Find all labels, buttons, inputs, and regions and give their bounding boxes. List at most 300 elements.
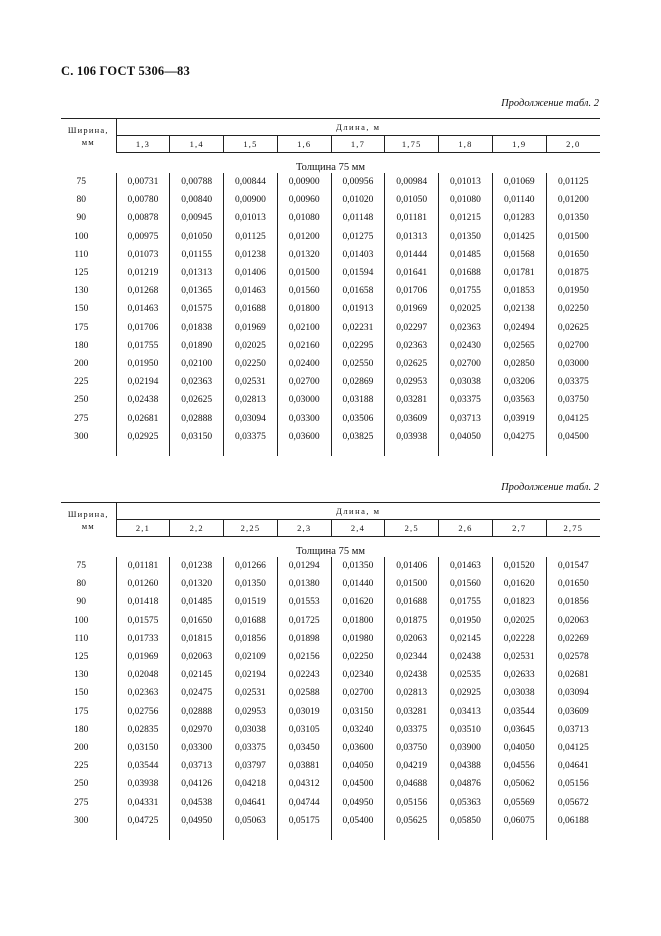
length-column-header: 2,5: [385, 520, 439, 537]
volume-cell: 0,01050: [385, 191, 439, 209]
volume-cell: 0,01140: [492, 191, 546, 209]
volume-cell: 0,04050: [331, 757, 385, 775]
volume-cell: 0,02835: [116, 721, 170, 739]
tail-cell: [170, 446, 224, 456]
volume-cell: 0,02138: [492, 300, 546, 318]
table-continuation-label: Продолжение табл. 2: [501, 482, 599, 493]
volume-cell: 0,01125: [224, 228, 278, 246]
volume-cell: 0,03375: [385, 721, 439, 739]
volume-cell: 0,01425: [492, 228, 546, 246]
volume-cell: 0,03938: [116, 775, 170, 793]
volume-cell: 0,05625: [385, 812, 439, 830]
volume-table-1: [61, 118, 600, 456]
volume-cell: 0,01553: [277, 593, 331, 611]
volume-cell: 0,02535: [439, 666, 493, 684]
volume-cell: 0,03881: [277, 757, 331, 775]
volume-cell: 0,00780: [116, 191, 170, 209]
volume-cell: 0,02813: [224, 391, 278, 409]
volume-cell: 0,03900: [439, 739, 493, 757]
width-cell: 200: [61, 355, 116, 373]
volume-cell: 0,04125: [557, 413, 589, 424]
volume-cell: 0,03281: [385, 391, 439, 409]
tail-cell: [170, 830, 224, 840]
volume-cell: 0,02295: [331, 337, 385, 355]
volume-cell: 0,05672: [557, 797, 589, 808]
volume-cell: 0,04500: [331, 775, 385, 793]
volume-cell: 0,02145: [170, 666, 224, 684]
volume-cell: 0,01148: [331, 209, 385, 227]
volume-cell: 0,05850: [439, 812, 493, 830]
volume-cell: 0,02194: [116, 373, 170, 391]
volume-cell: 0,04219: [385, 757, 439, 775]
volume-cell: 0,01283: [492, 209, 546, 227]
volume-cell: 0,01568: [492, 246, 546, 264]
volume-cell: 0,02438: [439, 648, 493, 666]
volume-cell: 0,01260: [116, 575, 170, 593]
volume-cell: 0,03609: [385, 409, 439, 427]
volume-cell: 0,04556: [492, 757, 546, 775]
tail-cell: [385, 830, 439, 840]
volume-cell: 0,02145: [439, 630, 493, 648]
volume-cell: 0,00956: [331, 173, 385, 191]
volume-cell: 0,02531: [224, 684, 278, 702]
volume-cell: 0,02250: [331, 648, 385, 666]
volume-cell: 0,00840: [170, 191, 224, 209]
volume-cell: 0,01200: [277, 228, 331, 246]
width-cell: 225: [61, 373, 116, 391]
volume-cell: 0,03645: [492, 721, 546, 739]
volume-cell: 0,04744: [277, 793, 331, 811]
length-column-header: 1,9: [492, 136, 546, 153]
volume-cell: 0,01800: [277, 300, 331, 318]
tail-cell: [277, 830, 331, 840]
volume-cell: 0,01875: [557, 268, 589, 279]
length-column-header: 1,75: [385, 136, 439, 153]
table-row: [61, 666, 600, 684]
volume-cell: 0,02363: [439, 319, 493, 337]
volume-cell: 0,02869: [331, 373, 385, 391]
tail-cell: [492, 446, 546, 456]
volume-cell: 0,00945: [170, 209, 224, 227]
table-row: [61, 282, 600, 300]
volume-cell: 0,02160: [277, 337, 331, 355]
table-row: [61, 757, 600, 775]
length-column-header: 1,5: [224, 136, 278, 153]
volume-cell: 0,01215: [439, 209, 493, 227]
volume-cell: 0,05569: [492, 793, 546, 811]
volume-cell: 0,01350: [557, 213, 589, 224]
volume-cell: 0,01181: [385, 209, 439, 227]
volume-cell: 0,03038: [224, 721, 278, 739]
volume-cell: 0,01500: [557, 231, 589, 242]
volume-cell: 0,01520: [492, 557, 546, 575]
volume-cell: 0,02231: [331, 319, 385, 337]
volume-cell: 0,02250: [557, 304, 589, 315]
length-column-header: 2,3: [277, 520, 331, 537]
volume-cell: 0,01875: [385, 612, 439, 630]
volume-cell: 0,01898: [277, 630, 331, 648]
volume-cell: 0,02363: [170, 373, 224, 391]
volume-cell: 0,02494: [492, 319, 546, 337]
volume-cell: 0,02100: [277, 319, 331, 337]
volume-cell: 0,01238: [224, 246, 278, 264]
volume-cell: 0,02250: [224, 355, 278, 373]
volume-cell: 0,03450: [277, 739, 331, 757]
volume-cell: 0,01688: [385, 593, 439, 611]
volume-cell: 0,03206: [492, 373, 546, 391]
width-cell: 110: [61, 246, 116, 264]
volume-cell: 0,03600: [331, 739, 385, 757]
volume-cell: 0,02970: [170, 721, 224, 739]
volume-cell: 0,02700: [439, 355, 493, 373]
width-cell: 180: [61, 337, 116, 355]
volume-cell: 0,03188: [331, 391, 385, 409]
volume-cell: 0,01294: [277, 557, 331, 575]
volume-cell: 0,01266: [224, 557, 278, 575]
volume-cell: 0,03919: [492, 409, 546, 427]
volume-cell: 0,01641: [385, 264, 439, 282]
volume-cell: 0,02625: [170, 391, 224, 409]
table-row: [61, 775, 600, 793]
width-cell: 75: [61, 557, 116, 575]
volume-cell: 0,03300: [170, 739, 224, 757]
table-row: [61, 648, 600, 666]
volume-cell: 0,03750: [385, 739, 439, 757]
volume-cell: 0,03750: [557, 395, 589, 406]
volume-cell: 0,02400: [277, 355, 331, 373]
width-cell: 225: [61, 757, 116, 775]
volume-table-2: [61, 502, 600, 840]
length-column-header: 1,6: [277, 136, 331, 153]
volume-cell: 0,01050: [170, 228, 224, 246]
table-row: [61, 703, 600, 721]
volume-cell: 0,04050: [439, 428, 493, 446]
volume-cell: 0,00878: [116, 209, 170, 227]
volume-cell: 0,02531: [492, 648, 546, 666]
volume-cell: 0,02565: [492, 337, 546, 355]
volume-cell: 0,01463: [116, 300, 170, 318]
volume-cell: 0,01313: [385, 228, 439, 246]
table-row: [61, 209, 600, 227]
table-tail: [61, 446, 600, 456]
volume-cell: 0,03825: [331, 428, 385, 446]
volume-cell: 0,02633: [492, 666, 546, 684]
volume-cell: 0,04388: [439, 757, 493, 775]
table-row: [61, 739, 600, 757]
tail-cell: [546, 446, 600, 456]
tail-cell: [116, 830, 170, 840]
volume-cell: 0,02888: [170, 703, 224, 721]
volume-cell: 0,00984: [385, 173, 439, 191]
volume-cell: 0,01969: [224, 319, 278, 337]
length-column-header: 2,2: [170, 520, 224, 537]
volume-cell: 0,02953: [385, 373, 439, 391]
volume-cell: 0,02340: [331, 666, 385, 684]
width-cell: 130: [61, 666, 116, 684]
table-row: [61, 684, 600, 702]
volume-cell: 0,04688: [385, 775, 439, 793]
length-column-header: 2,25: [224, 520, 278, 537]
volume-cell: 0,02297: [385, 319, 439, 337]
table-row: [61, 173, 600, 191]
volume-cell: 0,01406: [385, 557, 439, 575]
width-cell: 275: [61, 793, 116, 811]
volume-cell: 0,01853: [492, 282, 546, 300]
tail-cell: [546, 830, 600, 840]
volume-cell: 0,04050: [492, 739, 546, 757]
volume-cell: 0,02813: [385, 684, 439, 702]
volume-cell: 0,04950: [170, 812, 224, 830]
volume-cell: 0,01620: [492, 575, 546, 593]
tail-cell: [61, 446, 116, 456]
volume-cell: 0,02625: [557, 322, 589, 333]
volume-cell: 0,01575: [170, 300, 224, 318]
tail-cell: [277, 446, 331, 456]
width-cell: 150: [61, 300, 116, 318]
tail-cell: [439, 830, 493, 840]
volume-cell: 0,01594: [331, 264, 385, 282]
volume-cell: 0,00844: [224, 173, 278, 191]
volume-cell: 0,02063: [557, 615, 589, 626]
table-continuation-label: Продолжение табл. 2: [501, 98, 599, 109]
volume-cell: 0,03150: [170, 428, 224, 446]
volume-cell: 0,06188: [557, 815, 589, 826]
volume-cell: 0,02100: [170, 355, 224, 373]
width-cell: 100: [61, 228, 116, 246]
volume-cell: 0,04218: [224, 775, 278, 793]
volume-cell: 0,03797: [224, 757, 278, 775]
volume-cell: 0,01650: [557, 579, 589, 590]
volume-cell: 0,02531: [224, 373, 278, 391]
volume-cell: 0,01658: [331, 282, 385, 300]
width-cell: 250: [61, 391, 116, 409]
volume-cell: 0,02588: [277, 684, 331, 702]
volume-cell: 0,01155: [170, 246, 224, 264]
length-header: Длина, м: [116, 503, 600, 520]
width-cell: 125: [61, 648, 116, 666]
volume-cell: 0,01238: [170, 557, 224, 575]
table-row: [61, 337, 600, 355]
volume-cell: 0,02269: [557, 633, 589, 644]
table-row: [61, 264, 600, 282]
width-cell: 80: [61, 191, 116, 209]
table-row: [61, 612, 600, 630]
volume-cell: 0,03413: [439, 703, 493, 721]
tail-cell: [492, 830, 546, 840]
table-row: [61, 246, 600, 264]
volume-cell: 0,05363: [439, 793, 493, 811]
width-header: Ширина, мм: [61, 503, 116, 537]
volume-cell: 0,01440: [331, 575, 385, 593]
volume-cell: 0,03506: [331, 409, 385, 427]
volume-cell: 0,01020: [331, 191, 385, 209]
width-cell: 300: [61, 812, 116, 830]
volume-cell: 0,01073: [116, 246, 170, 264]
volume-cell: 0,04641: [557, 761, 589, 772]
length-column-header: 2,0: [546, 136, 600, 153]
volume-cell: 0,01200: [557, 195, 589, 206]
volume-cell: 0,02344: [385, 648, 439, 666]
volume-cell: 0,01219: [116, 264, 170, 282]
volume-cell: 0,03240: [331, 721, 385, 739]
width-cell: 180: [61, 721, 116, 739]
volume-cell: 0,06075: [492, 812, 546, 830]
volume-cell: 0,00900: [224, 191, 278, 209]
volume-cell: 0,01838: [170, 319, 224, 337]
tail-cell: [116, 446, 170, 456]
volume-cell: 0,00900: [277, 173, 331, 191]
volume-cell: 0,03094: [224, 409, 278, 427]
volume-cell: 0,01560: [439, 575, 493, 593]
volume-cell: 0,01823: [492, 593, 546, 611]
volume-cell: 0,01519: [224, 593, 278, 611]
volume-cell: 0,04331: [116, 793, 170, 811]
volume-cell: 0,02888: [170, 409, 224, 427]
width-cell: 80: [61, 575, 116, 593]
volume-cell: 0,02063: [385, 630, 439, 648]
volume-cell: 0,02700: [557, 340, 589, 351]
volume-cell: 0,03375: [557, 377, 589, 388]
tail-cell: [331, 830, 385, 840]
tail-cell: [224, 446, 278, 456]
tail-cell: [61, 830, 116, 840]
tail-cell: [224, 830, 278, 840]
volume-cell: 0,02700: [277, 373, 331, 391]
table-row: [61, 575, 600, 593]
volume-cell: 0,01620: [331, 593, 385, 611]
volume-cell: 0,04126: [170, 775, 224, 793]
volume-cell: 0,03094: [557, 688, 589, 699]
volume-cell: 0,01313: [170, 264, 224, 282]
volume-cell: 0,01980: [331, 630, 385, 648]
table-row: [61, 300, 600, 318]
length-column-header: 2,6: [439, 520, 493, 537]
volume-cell: 0,01500: [277, 264, 331, 282]
table-row: [61, 228, 600, 246]
section-title: Толщина 75 мм: [296, 162, 365, 173]
table-tail: [61, 830, 600, 840]
volume-cell: 0,01856: [557, 597, 589, 608]
volume-cell: 0,03038: [492, 684, 546, 702]
volume-cell: 0,01365: [170, 282, 224, 300]
width-cell: 110: [61, 630, 116, 648]
volume-cell: 0,01547: [557, 561, 589, 572]
volume-cell: 0,01688: [224, 612, 278, 630]
volume-cell: 0,03375: [439, 391, 493, 409]
volume-cell: 0,01069: [492, 173, 546, 191]
volume-cell: 0,02953: [224, 703, 278, 721]
volume-cell: 0,03375: [224, 739, 278, 757]
volume-cell: 0,03713: [439, 409, 493, 427]
volume-cell: 0,04876: [439, 775, 493, 793]
table-row: [61, 373, 600, 391]
width-cell: 250: [61, 775, 116, 793]
volume-cell: 0,01890: [170, 337, 224, 355]
volume-cell: 0,04125: [557, 742, 589, 753]
volume-cell: 0,02925: [116, 428, 170, 446]
volume-cell: 0,02025: [224, 337, 278, 355]
volume-cell: 0,02363: [385, 337, 439, 355]
volume-cell: 0,03544: [492, 703, 546, 721]
table-row: [61, 191, 600, 209]
volume-cell: 0,02681: [557, 670, 589, 681]
volume-cell: 0,01463: [224, 282, 278, 300]
width-cell: 75: [61, 173, 116, 191]
volume-cell: 0,03000: [557, 358, 589, 369]
volume-cell: 0,01733: [116, 630, 170, 648]
table-row: [61, 319, 600, 337]
volume-cell: 0,04538: [170, 793, 224, 811]
volume-cell: 0,01815: [170, 630, 224, 648]
width-cell: 200: [61, 739, 116, 757]
volume-cell: 0,04312: [277, 775, 331, 793]
volume-cell: 0,02681: [116, 409, 170, 427]
length-header: Длина, м: [116, 119, 600, 136]
volume-cell: 0,03000: [277, 391, 331, 409]
volume-cell: 0,02243: [277, 666, 331, 684]
volume-cell: 0,01485: [439, 246, 493, 264]
width-cell: 130: [61, 282, 116, 300]
volume-cell: 0,01725: [277, 612, 331, 630]
volume-cell: 0,02550: [331, 355, 385, 373]
volume-cell: 0,02475: [170, 684, 224, 702]
volume-cell: 0,01350: [331, 557, 385, 575]
width-cell: 150: [61, 684, 116, 702]
volume-cell: 0,01913: [331, 300, 385, 318]
volume-cell: 0,01380: [277, 575, 331, 593]
volume-cell: 0,01406: [224, 264, 278, 282]
volume-cell: 0,05400: [331, 812, 385, 830]
volume-cell: 0,03609: [557, 706, 589, 717]
length-column-header: 2,75: [546, 520, 600, 537]
volume-cell: 0,03563: [492, 391, 546, 409]
width-cell: 90: [61, 593, 116, 611]
volume-cell: 0,05156: [557, 779, 589, 790]
tail-cell: [331, 446, 385, 456]
volume-cell: 0,01969: [116, 648, 170, 666]
volume-cell: 0,01181: [116, 557, 170, 575]
volume-cell: 0,03150: [116, 739, 170, 757]
table-row: [61, 721, 600, 739]
volume-cell: 0,02625: [385, 355, 439, 373]
volume-cell: 0,02925: [439, 684, 493, 702]
volume-cell: 0,04725: [116, 812, 170, 830]
volume-cell: 0,01463: [439, 557, 493, 575]
volume-cell: 0,02438: [116, 391, 170, 409]
table-row: [61, 793, 600, 811]
tail-cell: [385, 446, 439, 456]
volume-cell: 0,02063: [170, 648, 224, 666]
volume-cell: 0,04275: [492, 428, 546, 446]
volume-cell: 0,02025: [439, 300, 493, 318]
volume-cell: 0,05063: [224, 812, 278, 830]
volume-cell: 0,02025: [492, 612, 546, 630]
volume-cell: 0,02363: [116, 684, 170, 702]
length-column-header: 1,8: [439, 136, 493, 153]
volume-cell: 0,01320: [170, 575, 224, 593]
volume-cell: 0,01706: [116, 319, 170, 337]
length-column-header: 2,4: [331, 520, 385, 537]
volume-cell: 0,01575: [116, 612, 170, 630]
volume-cell: 0,01350: [224, 575, 278, 593]
length-column-header: 1,4: [170, 136, 224, 153]
volume-cell: 0,01275: [331, 228, 385, 246]
table-row: [61, 409, 600, 427]
volume-cell: 0,02228: [492, 630, 546, 648]
volume-cell: 0,01950: [557, 286, 589, 297]
volume-cell: 0,02700: [331, 684, 385, 702]
volume-cell: 0,02438: [385, 666, 439, 684]
